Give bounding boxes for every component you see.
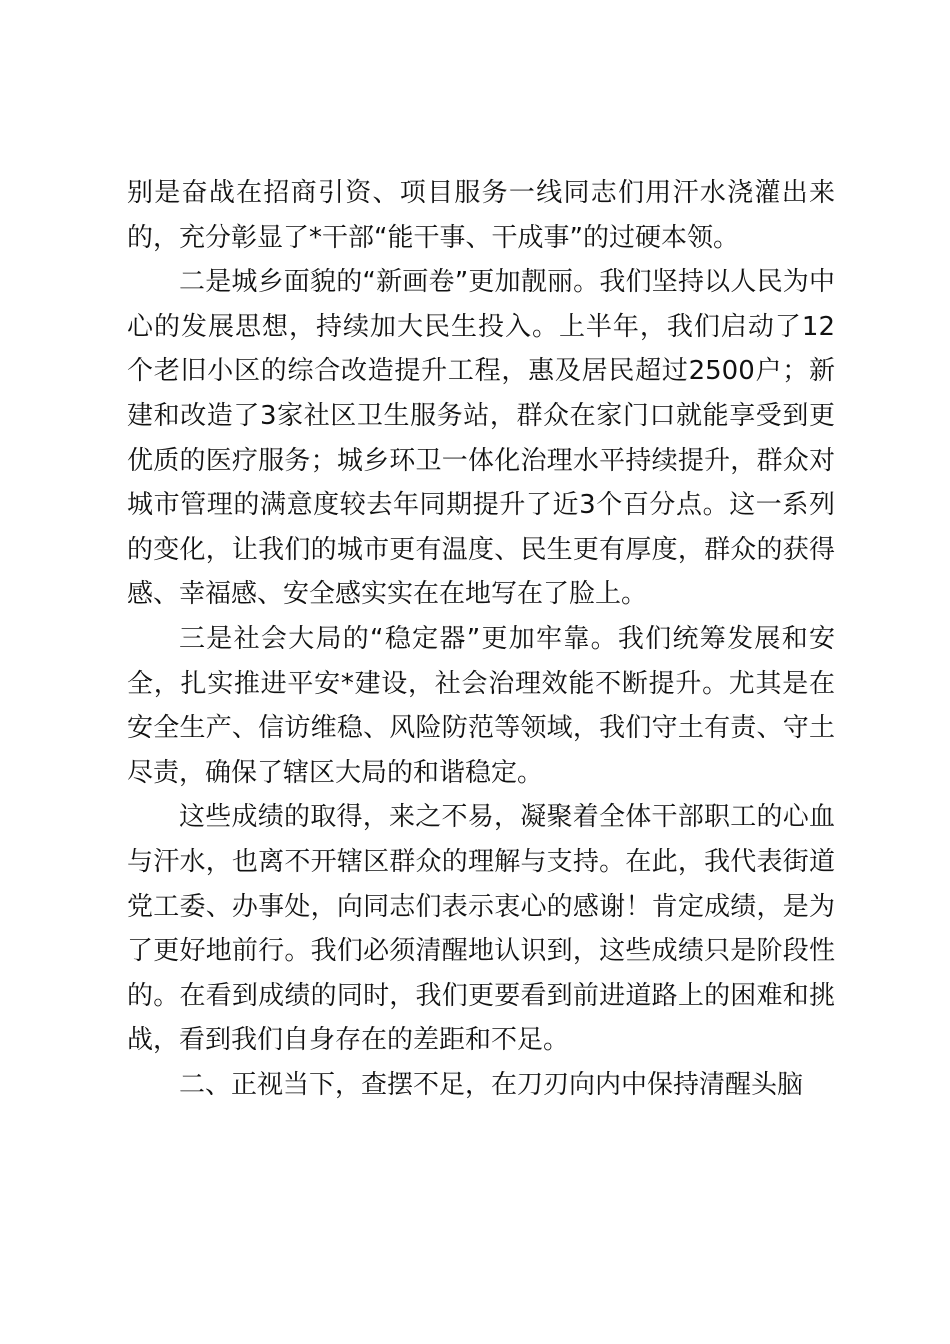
paragraph-stability: 三是社会大局的“稳定器”更加牢靠。我们统筹发展和安全，扎实推进平安*建设，社会治理效能不断提升。尤其是在安全生产、信访维稳、风险防范等领域，我们守土有责、守土尽责，确保了辖区大局的和谐稳定。 — [127, 623, 835, 788]
document-body — [127, 171, 835, 1107]
section-heading: 二、正视当下，查摆不足，在刀刃向内中保持清醒头脑 — [179, 1069, 804, 1099]
paragraph-continuation: 别是奋战在招商引资、项目服务一线同志们用汗水浇灌出来的，充分彰显了*干部“能干事、干成事”的过硬本领。 — [127, 178, 835, 253]
paragraph-urban-rural: 二是城乡面貌的“新画卷”更加靓丽。我们坚持以人民为中心的发展思想，持续加大民生投入。上半年，我们启动了12个老旧小区的综合改造提升工程，惠及居民超过2500户；新建和改造了3家社区卫生服务站，群众在家门口就能享受到更优质的医疗服务；城乡环卫一体化治理水平持续提升，群众对城市管理的满意度较去年同期提升了近3个百分点。这一系列的变化，让我们的城市更有温度、民生更有厚度，群众的获得感、幸福感、安全感实实在在地写在了脸上。 — [127, 267, 835, 610]
paragraph-gratitude: 这些成绩的取得，来之不易，凝聚着全体干部职工的心血与汗水，也离不开辖区群众的理解与支持。在此，我代表街道党工委、办事处，向同志们表示衷心的感谢！肯定成绩，是为了更好地前行。我们必须清醒地认识到，这些成绩只是阶段性的。在看到成绩的同时，我们更要看到前进道路上的困难和挑战，看到我们自身存在的差距和不足。 — [127, 802, 835, 1056]
